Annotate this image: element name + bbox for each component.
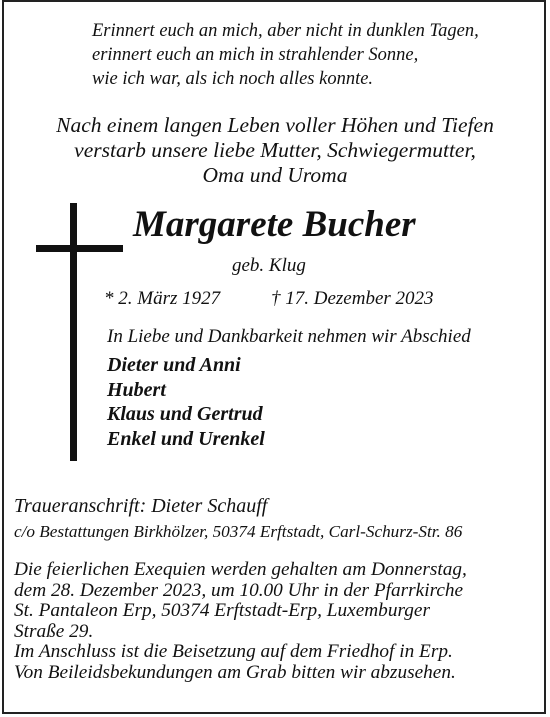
birth-name: geb. Klug (232, 255, 306, 276)
mourner: Klaus und Gertrud (107, 403, 263, 425)
poem-line: erinnert euch an mich in strahlender Sonne, (92, 45, 419, 65)
service-line: Von Beileidsbekundungen am Grab bitten wir abzusehen. (14, 661, 456, 683)
service-line: dem 28. Dezember 2023, um 10.00 Uhr in der Pfarrkirche (14, 579, 464, 601)
address-title: Traueranschrift: Dieter Schauff (14, 495, 268, 517)
deceased-name: Margarete Bucher (133, 204, 416, 245)
poem (92, 19, 532, 91)
mourner: Dieter und Anni (107, 354, 241, 376)
address-line: c/o Bestattungen Birkhölzer, 50374 Erftstadt, Carl-Schurz-Str. 86 (14, 522, 463, 541)
birth-date: * 2. März 1927 (104, 288, 221, 309)
farewell-text: In Liebe und Dankbarkeit nehmen wir Abschied (107, 326, 471, 347)
service-line: Im Anschluss ist die Beisetzung auf dem Friedhof in Erp. (14, 641, 453, 662)
service-info (14, 560, 539, 683)
cross-vertical-bar (70, 203, 77, 461)
service-line: Straße 29. (14, 620, 94, 642)
mourners-list (107, 353, 265, 451)
intro-line: Nach einem langen Leben voller Höhen und Tiefen (56, 113, 494, 137)
cross-horizontal-bar (36, 245, 123, 252)
intro-text (10, 113, 540, 188)
poem-line: wie ich war, als ich noch alles konnte. (92, 69, 374, 89)
death-date: † 17. Dezember 2023 (271, 288, 434, 309)
intro-line: verstarb unsere liebe Mutter, Schwiegermutter, (74, 138, 476, 162)
mourner: Hubert (107, 378, 166, 401)
mourner: Enkel und Urenkel (107, 427, 265, 450)
service-line: Die feierlichen Exequien werden gehalten am Donnerstag, (14, 559, 467, 580)
service-line: St. Pantaleon Erp, 50374 Erftstadt-Erp, Luxemburger (14, 600, 430, 621)
poem-line: Erinnert euch an mich, aber nicht in dunklen Tagen, (92, 21, 479, 41)
intro-line: Oma und Uroma (202, 163, 348, 187)
